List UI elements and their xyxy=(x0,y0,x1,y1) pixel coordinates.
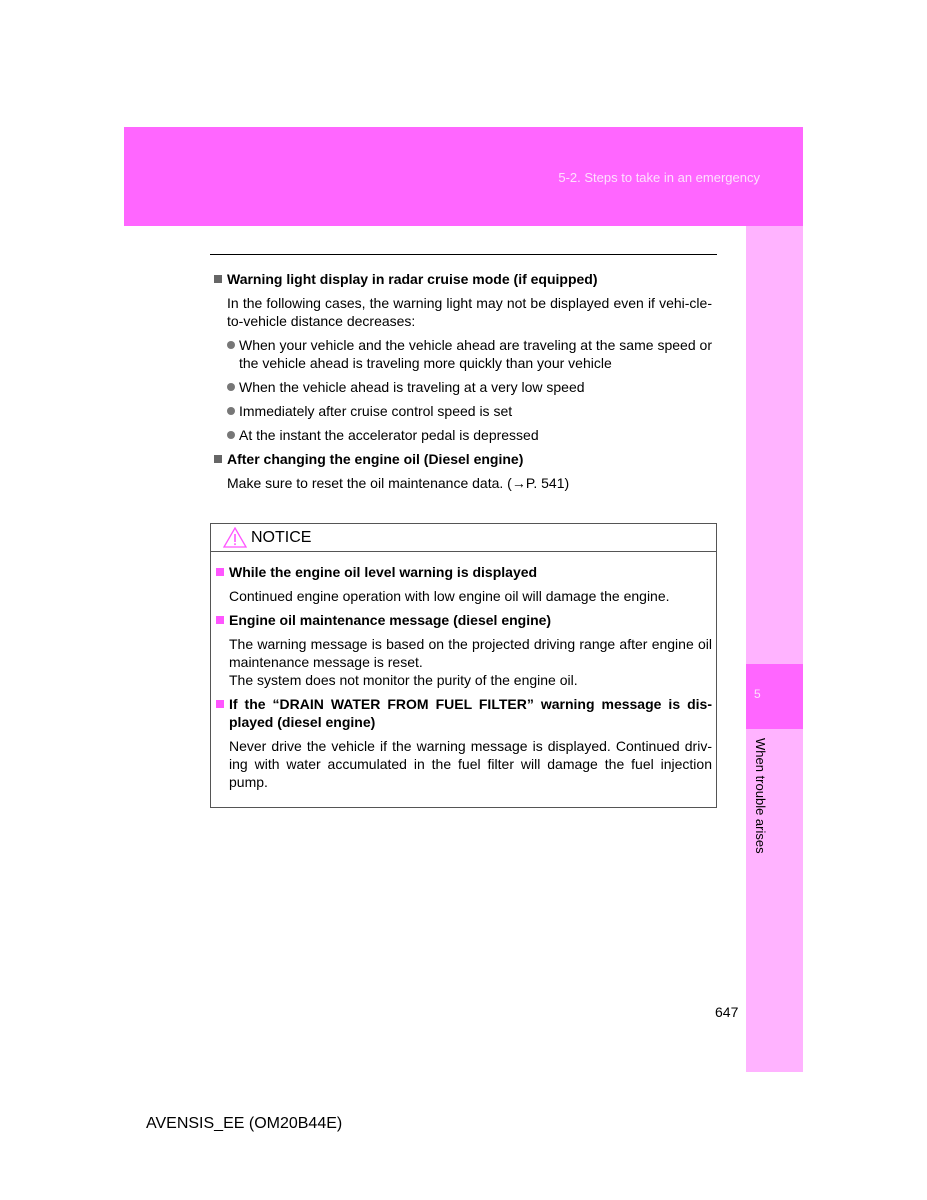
square-bullet-icon xyxy=(214,455,222,463)
square-bullet-icon xyxy=(216,568,224,576)
list-item-text: Immediately after cruise control speed is set xyxy=(239,403,513,419)
notice-item-heading-text: Engine oil maintenance message (diesel engine) xyxy=(229,612,552,628)
main-content xyxy=(214,270,712,498)
notice-item-heading-text: While the engine oil level warning is displayed xyxy=(229,564,538,580)
square-bullet-icon xyxy=(216,700,224,708)
warning-icon xyxy=(223,527,247,548)
chapter-number: 5 xyxy=(754,687,761,701)
notice-content xyxy=(211,552,716,791)
notice-item-heading xyxy=(216,695,712,731)
notice-item-text: The system does not monitor the purity of the engine oil. xyxy=(229,672,578,688)
list-item xyxy=(227,426,712,444)
section-heading xyxy=(214,270,712,288)
paragraph: In the following cases, the warning light may not be displayed even if vehi-cle-to-vehicle distance decreases: xyxy=(227,295,712,329)
header-band xyxy=(124,127,803,226)
circle-bullet-icon xyxy=(227,383,235,391)
notice-item-text: Never drive the vehicle if the warning message is displayed. Continued driv-ing with water accumulated in the fuel filter will damage the fuel injection pump. xyxy=(229,738,712,790)
section-heading xyxy=(214,450,712,468)
list-item-text: At the instant the accelerator pedal is depressed xyxy=(239,427,539,443)
notice-item-heading-text: If the “DRAIN WATER FROM FUEL FILTER” warning message is dis-played (diesel engine) xyxy=(229,696,712,730)
notice-item-heading xyxy=(216,563,712,581)
notice-box xyxy=(210,523,717,808)
section-heading-text: Warning light display in radar cruise mode (if equipped) xyxy=(227,271,598,287)
chapter-tab[interactable] xyxy=(746,664,803,729)
notice-header xyxy=(211,524,716,552)
list-item-text: When your vehicle and the vehicle ahead are traveling at the same speed or the vehicle ahead is traveling more quickly than your vehicle xyxy=(239,337,712,371)
circle-bullet-icon xyxy=(227,341,235,349)
list-item xyxy=(227,402,712,420)
list-item-text: When the vehicle ahead is traveling at a very low speed xyxy=(239,379,585,395)
square-bullet-icon xyxy=(214,275,222,283)
notice-item-text: Continued engine operation with low engine oil will damage the engine. xyxy=(229,588,670,604)
square-bullet-icon xyxy=(216,616,224,624)
circle-bullet-icon xyxy=(227,431,235,439)
side-tab xyxy=(746,226,803,1072)
list-item xyxy=(227,336,712,372)
section-heading-text: After changing the engine oil (Diesel engine) xyxy=(227,451,524,467)
divider xyxy=(210,254,717,255)
notice-item-text: The warning message is based on the projected driving range after engine oil maintenance message is reset. xyxy=(229,636,712,670)
list-item xyxy=(227,378,712,396)
chapter-label: When trouble arises xyxy=(753,738,768,854)
circle-bullet-icon xyxy=(227,407,235,415)
notice-item-heading xyxy=(216,611,712,629)
paragraph: Make sure to reset the oil maintenance data. (→P. 541) xyxy=(227,475,570,491)
notice-title: NOTICE xyxy=(251,528,312,546)
footer-model-code: AVENSIS_EE (OM20B44E) xyxy=(146,1115,343,1132)
page-number: 647 xyxy=(715,1004,739,1020)
section-title: 5-2. Steps to take in an emergency xyxy=(558,170,760,185)
